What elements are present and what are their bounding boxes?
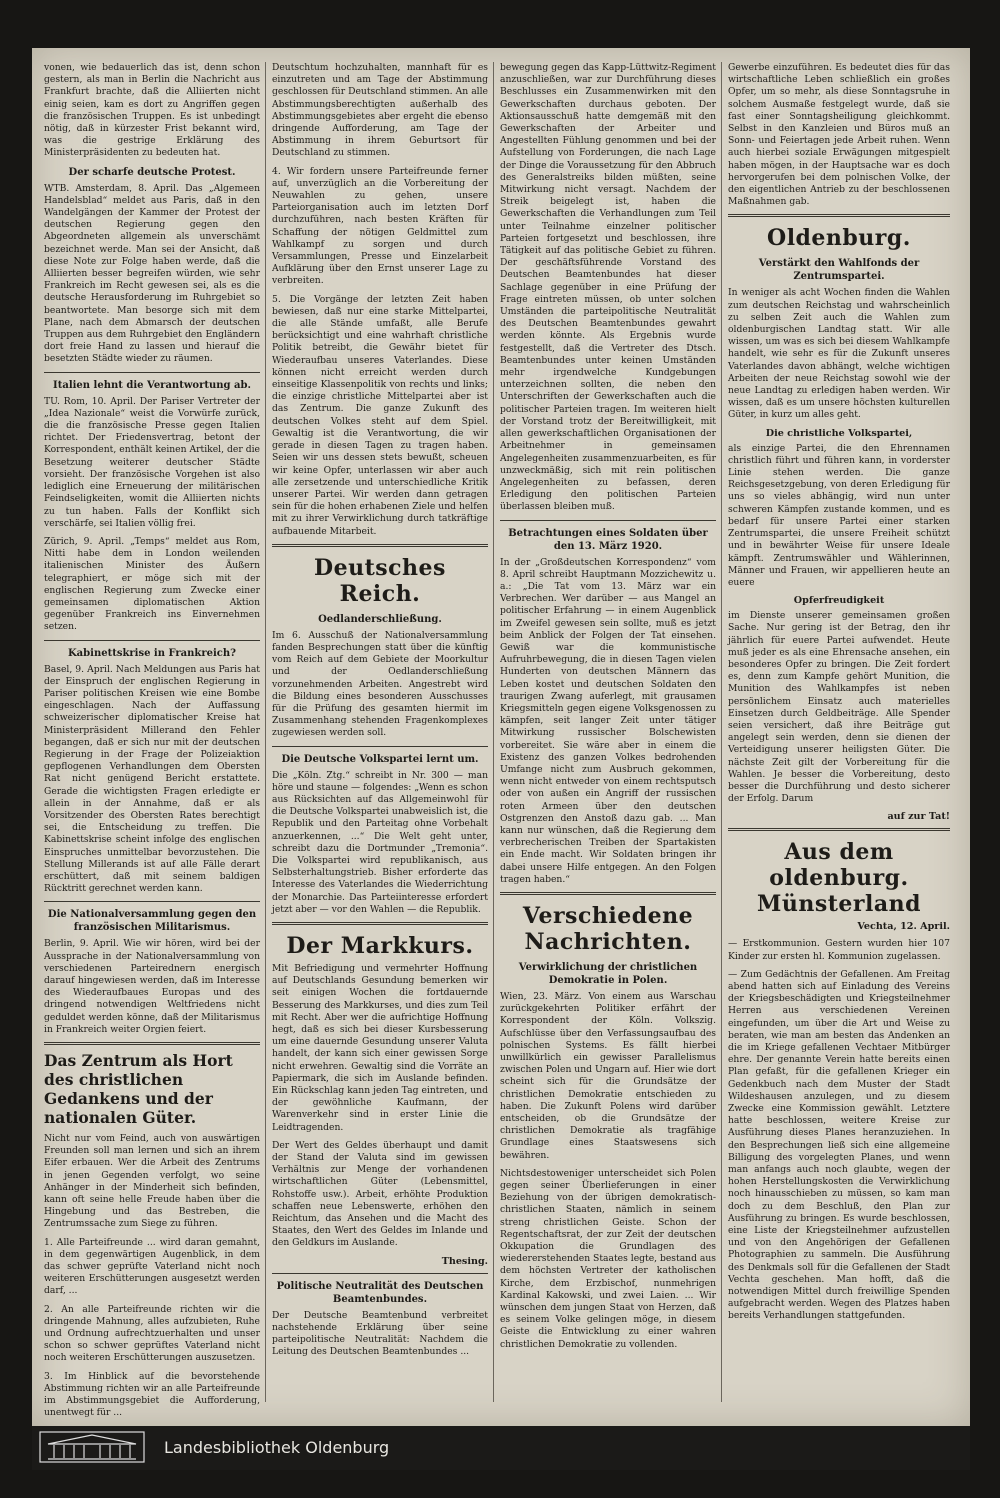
article-paragraph: vonen, wie bedauerlich das ist, denn schon gestern, als man in Berlin die Nachricht aus Frankfurt brachte, daß die Alliierten nicht einig seien, kam es dort zu Angriffen gegen die französischen Truppen. Es ist unbedingt nötig, daß in kürzester Frist bekannt wird, was die gestrige Erklärung des Ministerpräsidenten zu bedeuten hat. [44, 62, 260, 159]
article-paragraph: Der Wert des Geldes überhaupt und damit der Stand der Valuta sind im gewissen Verhältnis zur Menge der vorhandenen wirtschaftlichen Güter (Lebensmittel, Rohstoffe usw.). Arbeit, erhöhte Produktion schaffen neue Lebenswerte, erhöhen den Reichtum, das Ansehen und die Macht des Staates, den Wert des Geldes im Inlande und den Geldkurs im Auslande. [272, 1139, 488, 1249]
article-paragraph: In der „Großdeutschen Korrespondenz“ vom 8. April schreibt Hauptmann Mozzichewitz u. a.: „Die Tat vom 13. März war ein Verbrechen. Wer darüber — aus Mangel an politischer Erfahrung — in einem Augenblick im Zweifel gewesen sein sollte, muß es jetzt beim Anblick der Folgen der Tat einsehen. Gewiß war die kommunistische Aufruhrbewegung, die in diesen Tagen vielen Hunderten von deutschen Männern das Leben kostet und deutschen Soldaten den traurigen Zwang auferlegt, mit grausamen Kriegsmitteln gegen eigene Volksgenossen zu kämpfen, seit langer Zeit unter tätiger Mitwirkung russischer Bolschewisten vorbereitet. Sie wäre aber in einem die Existenz des ganzen Volkes bedrohenden Umfange nicht zum Ausbruch gekommen, wenn nicht entweder von einem rechtsputsch oder von außen ein Angriff der russischen roten Armeen über den deutschen Ostgrenzen den Anstoß dazu gab. ... Man kann nur wünschen, daß die Regierung dem verbrecherischen Treiben der Spartakisten ein Ende macht. Wir Soldaten bringen ihr dabei unsere Hilfe entgegen. An den Folgen tragen haben.“ [500, 556, 716, 885]
library-footer [32, 1426, 970, 1470]
signature-line: auf zur Tat! [887, 811, 950, 823]
rule-divider [728, 828, 950, 831]
article-paragraph: Wien, 23. März. Von einem aus Warschau zurückgekehrten Politiker erfährt der Korrespondent der Köln. Volkszig. Aufschlüsse über den Verfassungsaufbau des polnischen Systems. Es fällt hierbei unwillkürlich ein gewisser Parallelismus zwischen Polen und Ungarn auf. Hier wie dort scheint sich für die Grundsätze der christlichen Demokratie entschieden zu haben. Die Zukunft Polens wird darüber entscheiden, ob die Grundsätze der christlichen Demokratie als tragfähige Grundlage eines Staatswesens sich bewähren. [500, 991, 716, 1161]
article-paragraph: 1. Alle Parteifreunde ... wird daran gemahnt, in dem gegenwärtigen Augenblick, in dem das schwer geprüfte Vaterland nicht noch weiteren Erschütterungen ausgesetzt werden darf, ... [44, 1236, 260, 1297]
article-subheading: Oedlanderschließung. [318, 613, 442, 625]
article-paragraph: Gewerbe einzuführen. Es bedeutet dies für das wirtschaftliche Leben schließlich ein großes Opfer, um so mehr, als diese Sonntagsruhe in solchem Ausmaße festgelegt wurde, daß sie fast einer Sonntagsheiligung gleichkommt. Selbst in den Kanzleien und Büros muß an Sonn- und Feiertagen jede Arbeit ruhen. Wenn auch hierbei soziale Erwägungen mitgespielt haben mögen, in der Hauptsache war es doch hervorgerufen bei dem polnischen Volke, der den eigentlichen Antrieb zu der beschlossenen Maßnahmen gab. [728, 62, 950, 208]
newspaper-page [32, 48, 970, 1426]
column-4 [728, 62, 950, 1412]
article-paragraph: Mit Befriedigung und vermehrter Hoffnung auf Deutschlands Gesundung bemerken wir seit einigen Wochen die fortdauernde Besserung des Markkurses, und dies zum Teil mit Recht. Aber wer die aufrichtige Hoffnung hegt, daß es sich bei dieser Kursbesserung um eine dauernde Gesundung unserer Valuta handelt, der kann sich einer gewissen Sorge nicht erwehren. Gewaltig sind die Vorräte an Papiermark, die sich im Auslande befinden. Ein Rückschlag kann jeden Tag eintreten, und der gewöhnliche Kaufmann, der Warenverkehr sind in erster Linie die Leidtragenden. [272, 962, 488, 1133]
article-paragraph: Berlin, 9. April. Wie wir hören, wird bei der Aussprache in der Nationalversammlung von verschiedenen Parteirednern energisch darauf hingewiesen werden, daß im Interesse des Wiederaufbaues Europas und des dringend notwendigen Weltfriedens nicht geduldet werden könne, daß der Militarismus in Frankreich weiter Orgien feiert. [44, 938, 260, 1035]
article-subheading: Verwirklichung der christlichen Demokratie in Polen. [518, 962, 698, 986]
article-subheading: Politische Neutralität des Deutschen Beamtenbundes. [276, 1280, 484, 1305]
section-heading: Aus dem oldenburg. Münsterland [757, 839, 921, 918]
rule-divider [728, 214, 950, 217]
rule-divider [44, 372, 260, 373]
article-paragraph: — Erstkommunion. Gestern wurden hier 107 Kinder zur ersten hl. Kommunion zugelassen. [728, 938, 950, 962]
rule-divider [272, 544, 488, 547]
rule-divider [44, 901, 260, 902]
rule-divider [44, 1042, 260, 1045]
article-subheading: Die Deutsche Volkspartei lernt um. [281, 753, 479, 765]
section-heading: Der Markkurs. [286, 932, 474, 959]
article-paragraph: 3. Im Hinblick auf die bevorstehende Abstimmung richten wir an alle Parteifreunde im Abstimmungsgebiet die Aufforderung, unentwegt für ... [44, 1370, 260, 1419]
article-paragraph: In weniger als acht Wochen finden die Wahlen zum deutschen Reichstag und wahrscheinlich zu selben Zeit auch die Wahlen zum oldenburgischen Landtag statt. Wir alle wissen, um was es sich bei diesem Wahlkampfe handelt, wie sehr es für die Zukunft unseres Vaterlandes davon abhängt, welche wichtigen Arbeiten der neue Reichstag sowohl wie der neue Landtag zu erledigen haben werden. Wir wissen, daß es um unsere höchsten kulturellen Güter, in kurz um alles geht. [728, 287, 950, 421]
signature-line: Thesing. [441, 1255, 488, 1267]
article-paragraph: — Zum Gedächtnis der Gefallenen. Am Freitag abend hatten sich auf Einladung des Vereins der Kriegsbeschädigten und Kriegsteilnehmer Herren aus verschiedenen Vereinen eingefunden, um über die Art und Weise zu beraten, wie man am besten das Andenken an die im Kriege gefallenen Vechtaer Mitbürger ehre. Der genannte Verein hatte bereits einen Plan gefaßt, für die gefallenen Krieger ein Gedenkbuch nach dem Muster der Stadt Wildeshausen anzulegen, und zu diesem Zwecke eine Kommission gewählt. Letztere hatte beschlossen, weitere Kreise zur Ausführung dieses Planes heranzuziehen. In den Besprechungen ließ sich eine allgemeine Billigung des vorgelegten Planes, und wenn man anfangs auch noch glaubte, wegen der hohen Herstellungskosten die Verwirklichung noch hinausschieben zu müssen, so kam man doch zu dem Beschluß, den Plan zur Ausführung zu bringen. Es wurde beschlossen, eine Liste der Kriegsteilnehmer aufzustellen und von den Angehörigen der Gefallenen Photographien zu sammeln. Die Ausführung des Denkmals soll für die Gefallenen der Stadt Vechta geschehen. Man hofft, daß die notwendigen Mittel durch freiwillige Spenden aufgebracht werden. Wegen des Platzes haben bereits Verhandlungen stattgefunden. [728, 968, 950, 1322]
section-heading: Oldenburg. [767, 225, 911, 252]
article-subheading: Verstärkt den Wahlfonds der Zentrumspartei. [758, 258, 920, 283]
rule-divider [272, 922, 488, 925]
article-subheading: Kabinettskrise in Frankreich? [67, 647, 236, 659]
article-paragraph: als einzige Partei, die den Ehrennamen christlich führt und führen kann, in vorderster Linie stehen werden. Die ganze Reichsgesetzgebung, von deren Erledigung für uns so vieles abhängig, wird nun unter schweren Kämpfen zustande kommen, und es bedarf für unsere Partei einer starken Zentrumspartei, die unsere Freiheit schützt und in bewährter Weise für unsere Ideale kämpft. Zentrumswähler und Wählerinnen, Männer und Frauen, wir appellieren heute an euere [728, 442, 950, 588]
article-paragraph: Zürich, 9. April. „Temps“ meldet aus Rom, Nitti habe dem in London weilenden italienischen Minister des Äußern telegraphiert, er möge sich mit der englischen Regierung zum Zwecke einer gemeinsamen diplomatischen Aktion gegenüber Frankreich ins Einvernehmen setzen. [44, 535, 260, 633]
article-paragraph: Der Deutsche Beamtenbund verbreitet nachstehende Erklärung über seine parteipolitische Neutralität: Nachdem die Leitung des Deutschen Beamtenbundes ... [272, 1309, 488, 1358]
article-paragraph: 2. An alle Parteifreunde richten wir die dringende Mahnung, alles aufzubieten, Ruhe und Ordnung aufrechtzuerhalten und unser schon so schwer geprüftes Vaterland nicht noch weiteren Erschütterungen auszusetzen. [44, 1303, 260, 1364]
article-paragraph: im Dienste unserer gemeinsamen großen Sache. Nur gering ist der Betrag, den ihr jährlich für euere Partei aufwendet. Heute muß jeder es als eine Ehrensache ansehen, ein besonderes Opfer zu bringen. Die Zeit fordert es, denn zum Kampfe gehört Munition, die Munition des Wahlkampfes ist neben persönlichem Einsatz auch materielles Einsetzen durch Geldbeiträge. Alle Spender seien versichert, daß ihre Beiträge gut angelegt sein werden, denn sie dienen der Verteidigung unserer heiligsten Güter. Die nächste Zeit gilt der Vorbereitung für die Wahlen. Je besser die Vorbereitung, desto besser die Durchführung und desto sicherer der Erfolg. Darum [728, 610, 950, 805]
article-paragraph: Nicht nur vom Feind, auch von auswärtigen Freunden soll man lernen und sich an ihrem Eifer erbauen. Wer die Arbeit des Zentrums in jenen Gegenden verfolgt, wo seine Anhänger in der Minderheit sich befinden, kann oft seine helle Freude haben über die Hingebung und das Bestreben, die Zentrumssache zum Siege zu führen. [44, 1133, 260, 1230]
library-name: Landesbibliothek Oldenburg [164, 1438, 390, 1457]
inline-heading: Die christliche Volkspartei, [765, 427, 913, 439]
rule-divider [272, 746, 488, 747]
column-3 [500, 62, 716, 1412]
article-paragraph: Deutschtum hochzuhalten, mannhaft für es einzutreten und am Tage der Abstimmung geschlossen für Deutschland stimmen. An alle Abstimmungsberechtigten außerhalb des Abstimmungsgebietes aber ergeht die ebenso dringende Aufforderung, am Tage der Abstimmung in ihrem Geburtsort für Deutschland zu stimmen. [272, 62, 488, 159]
rule-divider [44, 640, 260, 641]
article-headline: Das Zentrum als Hort des christlichen Gedankens und der nationalen Güter. [44, 1051, 233, 1128]
section-heading: Verschiedene Nachrichten. [522, 903, 694, 955]
article-paragraph: WTB. Amsterdam, 8. April. Das „Algemeen Handelsblad“ meldet aus Paris, daß in den Wandelgängen der Kammer der Protest der deutschen Regierung gegen den Abgeordneten allgemein als unverschämt bezeichnet werde. Man sei der Ansicht, daß diese Note zur Folge haben werde, daß die Alliierten besser begreifen würden, wie sehr Frankreich im Recht gewesen sei, als es die deutsche Herausforderung im Ruhrgebiet so beantwortete. Man besorge sich mit dem Plane, nach dem Abmarsch der deutschen Truppen aus dem Ruhrgebiet den Engländern dort freie Hand zu lassen und hierauf die besetzten Städte wieder zu räumen. [44, 182, 260, 365]
library-building-icon [40, 1432, 144, 1462]
article-paragraph: Die „Köln. Ztg.“ schreibt in Nr. 300 — man höre und staune — folgendes: „Wenn es schon aus Rücksichten auf das Allgemeinwohl für die Deutsche Volkspartei unabweislich ist, die Republik und den Parteitag ohne Vorbehalt anzuerkennen, ...“ Die Welt geht unter, schreibt dazu die Dortmunder „Tremonia“. Die Volkspartei wird republikanisch, aus Selbsterhaltungstrieb. Bisher erforderte das Interesse des Vaterlandes die Wiederrichtung der Monarchie. Das Parteiinteresse erfordert jetzt aber — vor den Wahlen — die Republik. [272, 769, 488, 915]
article-subheading: Italien lehnt die Verantwortung ab. [53, 379, 251, 391]
article-paragraph: bewegung gegen das Kapp-Lüttwitz-Regiment anzuschließen, war zur Durchführung dieses Beschlusses ein Zusammenwirken mit den Gewerkschaften durchaus geboten. Der Aktionsausschuß hatte demgemäß mit den Gewerkschaften der Arbeiter und Angestellten Fühlung genommen und bei der Aufstellung von Forderungen, die nach Lage der Dinge die Voraussetzung für den Abbruch des Generalstreiks bilden müßten, seine Mitwirkung nicht versagt. Nachdem der Streik beigelegt ist, haben die Gewerkschaften die Verhandlungen zum Teil unter Teilnahme einzelner politischer Parteien fortgesetzt und beschlossen, ihre Tätigkeit auf das politische Gebiet zu führen. Der geschäftsführende Vorstand des Deutschen Beamtenbundes hat dieser Sachlage gegenüber in eine Prüfung der Frage eintreten müssen, ob unter solchen Umständen die parteipolitische Neutralität des Deutschen Beamtenbundes gewahrt werden könnte. Als Ergebnis wurde festgestellt, daß die Vertreter des Dtsch. Beamtenbundes unter keinen Umständen mehr irgendwelche Kundgebungen unterzeichnen sollten, die neben den Unterschriften der Gewerkschaften auch die politischer Parteien tragen. Im weiteren hielt der Vorstand trotz der Bereitwilligkeit, mit allen gewerkschaftlichen Organisationen der Arbeitnehmer in gemeinsamen Angelegenheiten zusammenzuarbeiten, es für unzweckmäßig, sich mit rein politischen Angelegenheiten zu befassen, deren Erledigung den politischen Parteien überlassen bleiben muß. [500, 62, 716, 513]
article-paragraph: 4. Wir fordern unsere Parteifreunde ferner auf, unverzüglich an die Vorbereitung der Neuwahlen zu gehen, unsere Parteiorganisation auch im letzten Dorf durchzuführen, nach besten Kräften für Schaffung der nötigen Geldmittel zum Wahlkampf zu sorgen und durch Versammlungen, Presse und Einzelarbeit Aufklärung über den Ernst unserer Lage zu verbreiten. [272, 165, 488, 287]
section-heading: Deutsches Reich. [314, 554, 446, 607]
rule-divider [500, 520, 716, 521]
column-2 [272, 62, 488, 1412]
inline-heading: Opferfreudigkeit [793, 595, 885, 607]
column-1 [44, 62, 260, 1419]
article-paragraph: TU. Rom, 10. April. Der Pariser Vertreter der „Idea Nazionale“ weist die Vorwürfe zurück, die die französische Presse gegen Italien richtet. Der Friedensvertrag, betont der Korrespondent, enthält keinen Artikel, der die Besetzung weiterer deutscher Städte vorsieht. Der französische Vorgehen ist also lediglich eine Erneuerung der militärischen Feindseligkeiten, womit die Alliierten nichts zu tun haben. Falls der Konflikt sich verschärfe, sei Italien völlig frei. [44, 395, 260, 529]
article-paragraph: Im 6. Ausschuß der Nationalversammlung fanden Besprechungen statt über die künftig vom Reich auf dem Gebiete der Moorkultur und der Oedlanderschließung vorzunehmenden Arbeiten. Angestrebt wird die Bildung eines besonderen Ausschusses für die Prüfung des gesamten hiermit im Zusammenhang stehenden Fragenkomplexes zugewiesen werden soll. [272, 629, 488, 739]
rule-divider [500, 892, 716, 895]
article-subheading: Betrachtungen eines Soldaten über den 13. März 1920. [508, 527, 708, 552]
article-subheading: Die Nationalversammlung gegen den französischen Militarismus. [47, 909, 257, 934]
signature-line: Vechta, 12. April. [857, 921, 950, 933]
rule-divider [272, 1273, 488, 1274]
article-subheading: Der scharfe deutsche Protest. [68, 166, 236, 178]
article-paragraph: 5. Die Vorgänge der letzten Zeit haben bewiesen, daß nur eine starke Mittelpartei, die alle Stände umfaßt, alle Berufe berücksichtigt und eine wahrhaft christliche Politik betreibt, die Gewähr bietet für Wiederaufbau unseres Vaterlandes. Diese können nicht erreicht werden durch einseitige Klassenpolitik von rechts und links; die einzige christliche Mittelpartei aber ist das Zentrum. Die ganze Zukunft des deutschen Volkes steht auf dem Spiel. Gewaltig ist die Verantwortung, die wir gerade in diesen Tagen zu tragen haben. Seien wir uns dessen stets bewußt, scheuen wir keine Opfer, unterlassen wir aber auch alle zersetzende und unterschiedliche Kritik unserer Partei. Wir werden dann getragen sein für die hohen erhabenen Ziele und helfen mit zu ihrer Verwirklichung durch tatkräftige aufbauende Mitarbeit. [272, 293, 488, 537]
column-divider [493, 62, 494, 1402]
article-paragraph: Nichtsdestoweniger unterscheidet sich Polen gegen seiner Überlieferungen in einer Beziehung von der übrigen demokratisch-christlichen Staaten, nämlich in seinem streng christlichen Geiste. Schon der Regentschaftsrat, der zur Zeit der deutschen Okkupation die Grundlagen des wiedererstehenden Staates legte, bestand aus dem höchsten Vertreter der katholischen Kirche, dem Erzbischof, nunmehrigen Kardinal Kakowski, und zwei Laien. ... Wir wünschen dem jungen Staat von Herzen, daß es seinem Volke gelingen möge, in diesem Geiste die Entwicklung zu einer wahren christlichen Demokratie zu vollenden. [500, 1167, 717, 1350]
article-paragraph: Basel, 9. April. Nach Meldungen aus Paris hat der Einspruch der englischen Regierung in Pariser politischen Kreisen wie eine Bombe eingeschlagen. Nach der Auffassung schweizerischer diplomatischer Kreise hat Ministerpräsident Millerand den Fehler begangen, daß er sich nur mit der deutschen Regierung in der Frage der Polizeiaktion gepflogenen Verhandlungen dem Obersten Rat nicht genügend Bericht erstattete. Gerade die wichtigsten Fragen erledigte er allein in der Annahme, daß er als Vorsitzender des Obersten Rates berechtigt sei, die Entscheidung zu treffen. Die Kabinettskrise scheint infolge des englischen Einspruches unmittelbar bevorzustehen. Die Stellung Millerands ist auf alle Fälle derart erschüttert, daß mit seinem baldigen Rücktritt gerechnet werden kann. [44, 663, 260, 895]
column-divider [265, 62, 266, 1402]
column-divider [721, 62, 722, 1402]
